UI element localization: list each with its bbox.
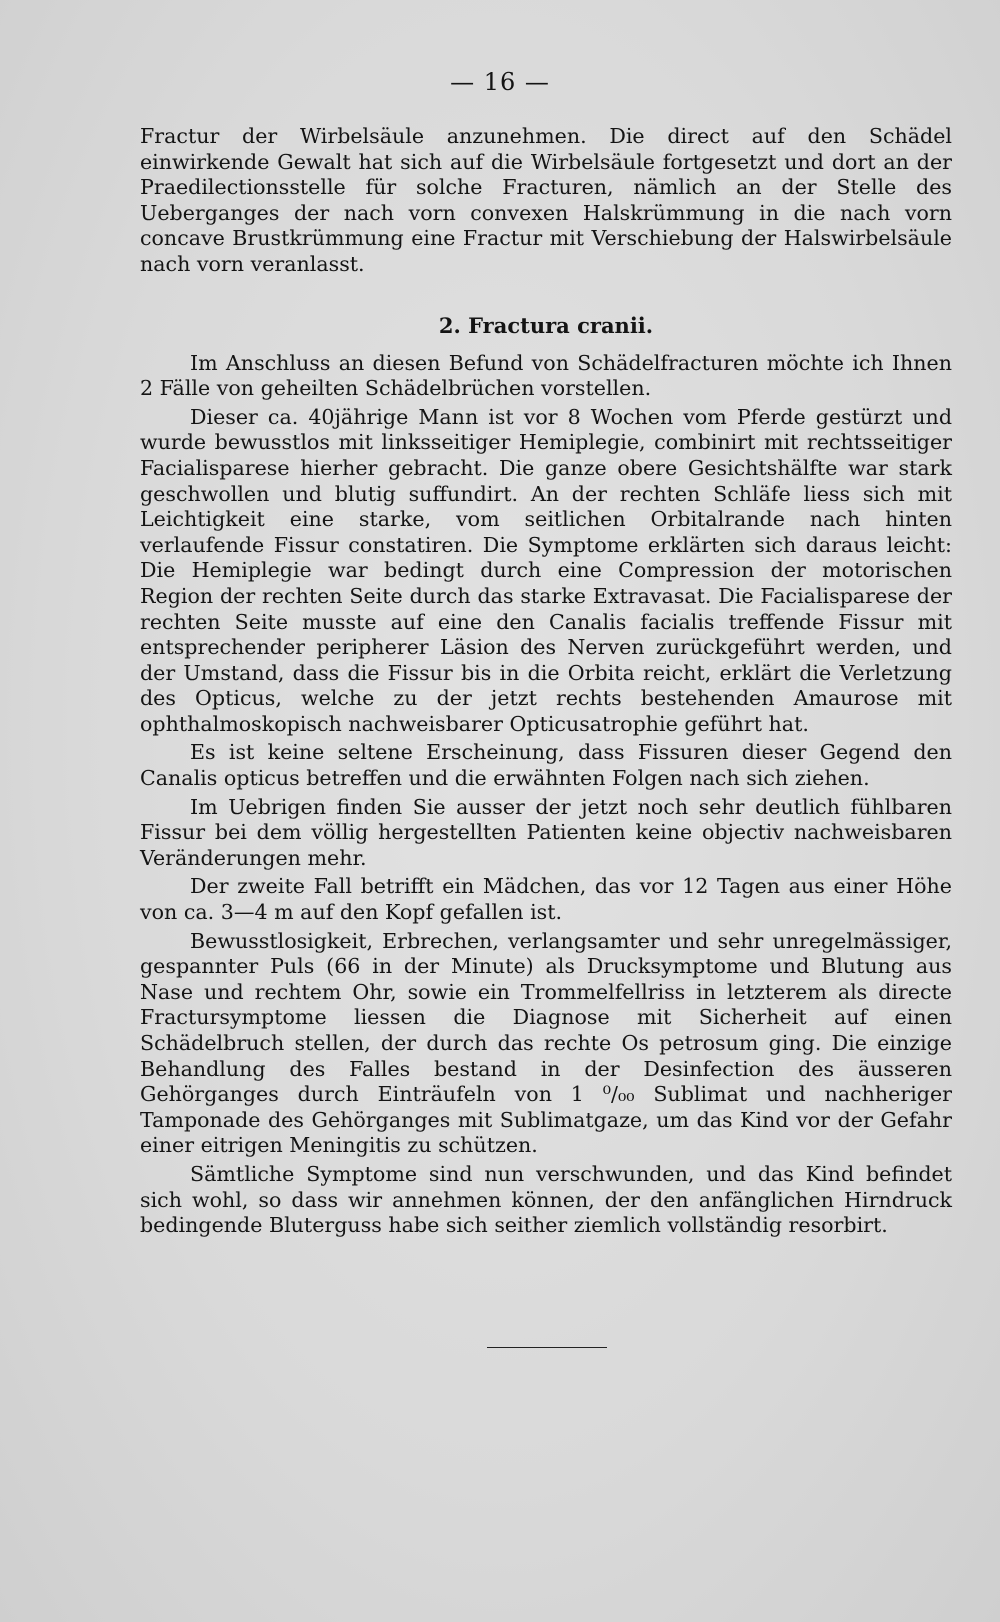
paragraph-case-two: Der zweite Fall betrifft ein Mädchen, das vor 12 Tagen aus einer Höhe von ca. 3—4 m auf den Kopf gefallen ist. [140, 874, 952, 925]
paragraph-case-one: Dieser ca. 40jährige Mann ist vor 8 Wochen vom Pferde gestürzt und wurde bewusstlos mit linksseitiger Hemiplegie, combinirt mit rechtsseitiger Facialisparese hierher gebracht. Die ganze obere Gesichtshälfte war stark geschwollen und blutig suffundirt. An der rechten Schläfe liess sich mit Leichtigkeit eine starke, vom seitlichen Orbitalrande nach hinten verlaufende Fissur constatiren. Die Symptome erklärten sich daraus leicht: Die Hemiplegie war bedingt durch eine Compression der motorischen Region der rechten Seite durch das starke Extravasat. Die Facialisparese der rechten Seite musste auf eine den Canalis facialis treffende Fissur mit entsprechender peripherer Läsion des Nerven zurückgeführt werden, und der Umstand, dass die Fissur bis in die Orbita reicht, erklärt die Verletzung des Opticus, welche zu der jetzt rechts bestehenden Amaurose mit ophthalmoskopisch nachweisbarer Opticusatrophie geführt hat. [140, 404, 952, 736]
paragraph-outcome: Sämtliche Symptome sind nun verschwunden, und das Kind befindet sich wohl, so dass wir annehmen können, der den anfänglichen Hirndruck bedingende Bluterguss habe sich seither ziemlich vollständig resorbirt. [140, 1161, 952, 1238]
paragraph-findings: Im Uebrigen finden Sie ausser der jetzt noch sehr deutlich fühlbaren Fissur bei dem völlig hergestellten Patienten keine objectiv nachweisbaren Veränderungen mehr. [140, 794, 952, 870]
paragraph-intro: Im Anschluss an diesen Befund von Schädelfracturen möchte ich Ihnen 2 Fälle von geheilten Schädelbrüchen vorstellen. [140, 350, 952, 401]
page-number: — 16 — [450, 68, 550, 96]
paragraph-opticus: Es ist keine seltene Erscheinung, dass Fissuren dieser Gegend den Canalis opticus betreffen und die erwähnten Folgen nach sich ziehen. [140, 740, 952, 791]
end-rule [487, 1347, 607, 1348]
section-heading: 2. Fractura cranii. [438, 312, 654, 338]
paragraph-symptoms: Bewusstlosigkeit, Erbrechen, verlangsamter und sehr unregelmässiger, gespannter Puls (66 in der Minute) als Drucksymptome und Blutung aus Nase und rechtem Ohr, sowie ein Trommelfellriss in letzterem als directe Fractursymptome liessen die Diagnose mit Sicherheit auf einen Schädelbruch stellen, der durch das rechte Os petrosum ging. Die einzige Behandlung des Falles bestand in der Desinfection des äusseren Gehörganges durch Einträufeln von 1 ⁰/₀₀ Sublimat und nachheriger Tamponade des Gehörganges mit Sublimatgaze, um das Kind vor der Gefahr einer eitrigen Meningitis zu schützen. [140, 928, 952, 1158]
text-block [140, 124, 952, 1239]
continuation-paragraph: Fractur der Wirbelsäule anzunehmen. Die direct auf den Schädel einwirkende Gewalt hat sich auf die Wirbelsäule fortgesetzt und dort an der Praedilectionsstelle für solche Fracturen, nämlich an der Stelle des Ueberganges der nach vorn convexen Halskrümmung in die nach vorn concave Brustkrümmung eine Fractur mit Verschiebung der Halswirbelsäule nach vorn veranlasst. [140, 124, 952, 276]
